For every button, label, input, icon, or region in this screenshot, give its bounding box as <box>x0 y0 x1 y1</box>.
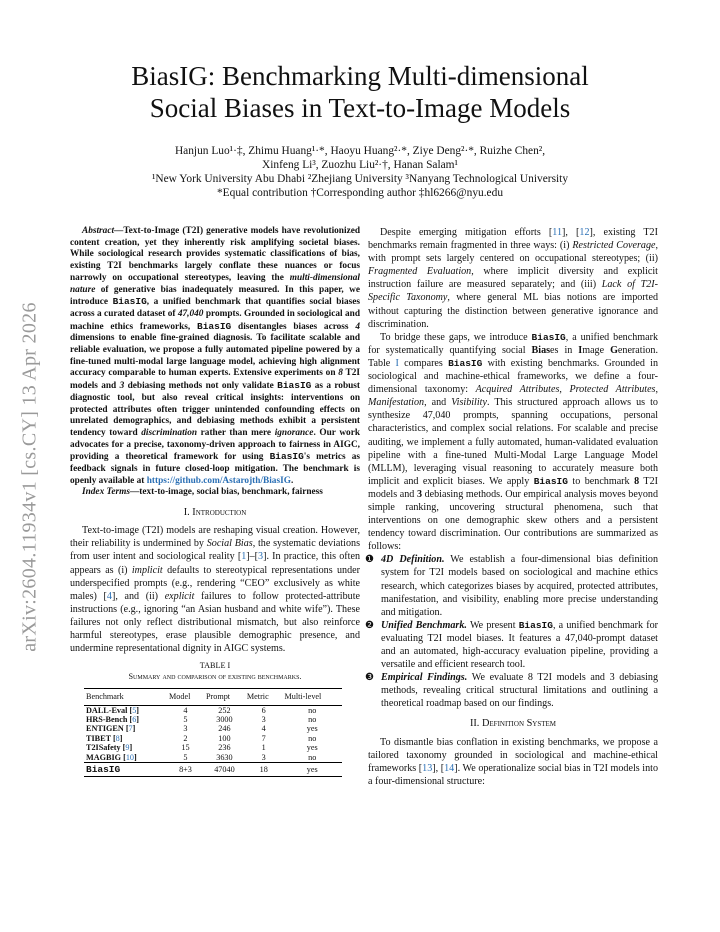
abstract-emphasis: ignorance <box>274 427 314 438</box>
table-row <box>84 753 342 763</box>
cell-prompt: 47040 <box>204 763 245 777</box>
body-text: , and <box>424 397 452 409</box>
left-column <box>70 226 360 777</box>
benchmark-comparison-table <box>84 688 342 777</box>
right-column <box>365 226 659 788</box>
citation-link[interactable]: 4 <box>106 590 112 602</box>
intro-text: defaults to stereotypical representations under underspecified prompts (e.g., rendering “CEO” exclusively as white males) [ <box>70 564 360 602</box>
citation-link[interactable]: 10 <box>125 752 134 762</box>
benchmark-name-cell: ENTIGEN [7] <box>86 724 136 734</box>
authors-line-2: Xinfeng Li³, Zuozhu Liu²·†, Hanan Salam¹ <box>262 159 458 171</box>
body-text: ]. We operationalize social bias in T2I models into a four-dimensional structure: <box>368 762 658 787</box>
benchmark-label: TIBET <box>86 733 111 743</box>
benchmark-label: T2ISafety <box>86 743 121 753</box>
cell-model: 8+3 <box>167 763 204 777</box>
citation-link[interactable]: 12 <box>579 227 590 238</box>
citation-link[interactable]: 6 <box>132 715 137 725</box>
body-emphasis: Protected Attributes <box>569 384 656 396</box>
cell-prompt: 246 <box>218 724 231 734</box>
abstract-text: T2I models and <box>70 368 360 392</box>
citation-link[interactable]: 8 <box>115 733 120 743</box>
body-emphasis: Manifestation <box>368 397 425 409</box>
cell-multi: yes <box>306 743 318 753</box>
contribution-item <box>365 671 658 710</box>
acronym-letter: G <box>610 344 618 356</box>
header-prompt: Prompt <box>204 689 245 705</box>
benchmark-label: MAGBIG <box>86 752 122 762</box>
abstract-emphasis: 4 <box>355 321 360 332</box>
arxiv-watermark-text: arXiv:2604.11934v1 [cs.CY] 13 Apr 2026 <box>18 302 41 652</box>
benchmark-label: DALL-Eval <box>86 705 128 715</box>
contribution-item <box>365 619 658 671</box>
abstract-text: debiasing methods not only validate <box>124 381 278 392</box>
acronym-letter: I <box>578 344 583 356</box>
table-row <box>84 705 342 715</box>
header-metric: Metric <box>245 689 283 705</box>
body-text: ], [ <box>562 227 580 238</box>
cell-metric: 4 <box>261 724 266 734</box>
benchmark-label: ENTIGEN <box>86 724 124 734</box>
abstract <box>70 226 360 487</box>
contribution-heading: 4D Definition. <box>381 554 445 566</box>
citation-link[interactable]: 1 <box>241 551 247 563</box>
citation-link[interactable]: 14 <box>444 762 455 774</box>
table-subcaption: Summary and comparison of existing benchmarks. <box>128 671 302 681</box>
benchmark-name-cell: T2ISafety [9] <box>86 743 133 753</box>
benchmark-name-cell: MAGBIG [10] <box>86 752 137 762</box>
count-bold: 3 <box>416 488 422 500</box>
title-line-1: BiasIG: Benchmarking Multi-dimensional <box>131 61 589 91</box>
benchmark-name: BiasIG <box>269 451 304 463</box>
cell-model: 2 <box>183 733 188 743</box>
acronym-letter: Bias <box>531 344 551 356</box>
author-block <box>60 144 660 200</box>
body-text: , where implicit diversity and explicit instruction failure are measured separately; and (iii) <box>368 266 658 291</box>
contribution-notes: *Equal contribution †Corresponding author ‡hl6266@nyu.edu <box>216 187 504 199</box>
bridge-paragraph <box>368 331 658 554</box>
cell-metric: 6 <box>261 705 266 715</box>
benchmark-name: BiasIG <box>277 380 312 392</box>
intro-paragraph <box>70 524 360 655</box>
paper-title <box>60 60 660 124</box>
benchmark-name: BiasIG <box>112 296 147 308</box>
body-text: debiasing methods. Our empirical analysis moves beyond simple ranking, uncovering structural phenomena, such that interventions on one demographic skew others and a persistent tendency toward discrimination. Our contributions are summarized as follows: <box>368 488 658 553</box>
abstract-text: . <box>290 475 294 486</box>
section-heading-definition-system: II. Definition System <box>469 718 557 730</box>
cell-model: 15 <box>181 743 190 753</box>
bullet-number-icon: ❷ <box>365 619 375 631</box>
intro-text: ]–[ <box>246 551 259 563</box>
body-text: To dismantle bias conflation in existing benchmarks, we propose a tailored taxonomy grounded in sociological and machine-ethical frameworks [ <box>368 736 658 774</box>
body-text: compares <box>398 357 449 369</box>
body-emphasis: Lack of T2I-Specific Taxonomy <box>368 279 658 304</box>
table-row <box>84 734 342 743</box>
cell-model: 5 <box>183 715 188 725</box>
bullet-number-icon: ❸ <box>365 672 375 684</box>
intro-text: , the systematic deviations from user intent and sociological reality [ <box>70 538 360 563</box>
cell-metric: 7 <box>261 733 266 743</box>
body-text: ], [ <box>432 762 445 774</box>
table-row <box>84 724 342 733</box>
abstract-text: rather than mere <box>197 427 275 438</box>
header-multi-level: Multi-level <box>282 689 342 705</box>
contribution-text: We present <box>466 619 519 631</box>
abstract-text: disentangles biases across <box>231 321 356 332</box>
affiliations: ¹New York University Abu Dhabi ²Zhejiang University ³Nanyang Technological University <box>151 173 569 185</box>
intro-emphasis: explicit <box>164 590 195 602</box>
cell-multi: yes <box>282 763 342 777</box>
cell-prompt: 3000 <box>216 715 233 725</box>
header-model: Model <box>167 689 204 705</box>
abstract-emphasis: 3 <box>119 381 125 392</box>
citation-link[interactable]: 5 <box>132 705 137 715</box>
abstract-emphasis: discrimination <box>141 427 198 438</box>
intro-emphasis: implicit <box>131 564 163 576</box>
header-benchmark: Benchmark <box>84 689 167 705</box>
benchmark-name: BiasIG <box>448 357 483 369</box>
benchmark-name: BiasIG <box>531 331 566 343</box>
abstract-text: —Text-to-Image (T2I) generative models have revolutionized content creation, yet they inherently risk amplifying societal biases. While sociological research provides systematic classifications of bias, existing T2I benchmarks largely conflate these nuances or focus narrowly on occupational stereotypes, leaving the <box>70 226 360 283</box>
cell-metric: 3 <box>261 752 266 762</box>
body-text: Despite emerging mitigation efforts [ <box>380 227 553 238</box>
abstract-emphasis: 8 <box>338 368 343 379</box>
count-bold: 8 <box>634 475 640 487</box>
github-link[interactable]: https://github.com/Astarojth/BiasIG <box>146 475 291 486</box>
abstract-text: . Our work advocates for a precise, taxonomy-driven approach to fairness in AIGC, providing a theoretical framework for using <box>70 427 361 463</box>
cell-model: 4 <box>183 705 188 715</box>
cell-model: 5 <box>183 752 188 762</box>
abstract-emphasis: multi-dimensional nature <box>70 272 360 295</box>
table-row <box>84 715 342 724</box>
benchmark-name: BiasIG <box>86 764 121 776</box>
contribution-heading: Empirical Findings. <box>381 672 468 684</box>
table-reference-link[interactable]: I <box>395 357 399 369</box>
definition-paragraph <box>368 736 658 788</box>
index-terms-text: —text-to-image, social bias, benchmark, fairness <box>129 487 323 498</box>
index-terms-label: Index Terms <box>82 487 130 498</box>
abstract-emphasis: 47,040 <box>177 308 204 319</box>
citation-link[interactable]: 13 <box>422 762 433 774</box>
table-row-biasig <box>84 763 342 777</box>
body-emphasis: Fragmented Evaluation <box>368 266 472 278</box>
body-emphasis: Restricted Coverage <box>572 240 656 252</box>
body-text: , where general ML bias notions are imported without capturing the distinction between generative ignorance and discrimination. <box>368 292 658 330</box>
body-text: eneration. Table <box>368 344 658 369</box>
abstract-label: Abstract <box>82 226 115 236</box>
contribution-text: We evaluate 8 T2I models and 3 debiasing methods, revealing critical structural limitations and outlining a theoretical roadmap based on our findings. <box>381 672 658 710</box>
arxiv-watermark <box>10 262 50 692</box>
intro-text: failures to follow protected-attribute instructions (e.g., ignoring “an Asian husband and white wife”). These failures not only reflect distributional mismatch, but also reinforce harmful stereotypes, erase plausible demographic presence, and undermine representational dignity in AIGC systems. <box>70 590 360 655</box>
body-text: ], existing T2I benchmarks remain fragmented in three ways: (i) <box>368 227 658 252</box>
cell-multi: no <box>308 705 317 715</box>
cell-prompt: 236 <box>218 743 231 753</box>
benchmark-name-cell: HRS-Bench [6] <box>86 715 140 725</box>
abstract-text: , a unified benchmark that quantifies social biases across a curated dataset of <box>70 297 361 319</box>
intro-text: Text-to-image (T2I) models are reshaping visual creation. However, their reliability is undermined by <box>70 525 360 550</box>
benchmark-name: BiasIG <box>197 320 232 332</box>
body-text: es in <box>550 344 579 356</box>
table-row <box>84 743 342 752</box>
contribution-heading: Unified Benchmark. <box>381 619 467 631</box>
citation-link[interactable]: 11 <box>552 227 563 238</box>
contribution-text: We establish a four-dimensional bias definition system for T2I models based on sociological and machine ethics research, which categorizes biases by acquired, protected attributes, manifestation, and visibility, enabling more precise understanding and mitigation. <box>381 554 658 618</box>
abstract-text: dimensions to enable fine-grained diagnosis. To facilitate scalable and reliable evaluation, we propose a fully automated pipeline powered by a fine-tuned multi-modal large language model, achieving high alignment accuracy comparable to human experts. Extensive experiments on <box>70 333 360 379</box>
body-emphasis: Visibility <box>451 397 487 409</box>
cell-metric: 18 <box>245 763 283 777</box>
body-text: with existing benchmarks. Grounded in sociological and machine-ethical frameworks, we define a four-dimensional taxonomy: <box>368 357 658 396</box>
gaps-paragraph <box>368 226 658 331</box>
benchmark-name: BiasIG <box>518 619 553 631</box>
cell-multi: no <box>308 715 317 725</box>
benchmark-name-cell: DALL-Eval [5] <box>86 705 140 715</box>
index-terms <box>70 487 360 499</box>
intro-text: ]. In practice, this often appears as (i) <box>70 551 361 576</box>
contribution-text: , a unified benchmark for evaluating T2I model biases. It features a 47,040-prompt dataset and an automated, high-accuracy evaluation pipeline, providing a versatile and efficient research tool. <box>381 619 658 671</box>
intro-text: ], and (ii) <box>111 590 165 602</box>
abstract-text: prompts. Grounded in sociological and machine ethics frameworks, <box>70 308 361 332</box>
abstract-text: of generative bias inadequately measured. In this paper, we introduce <box>70 284 360 308</box>
benchmark-name: BiasIG <box>533 475 568 487</box>
cell-multi: yes <box>306 724 318 734</box>
intro-emphasis: Social Bias <box>206 538 253 550</box>
body-text: . This structured approach allows us to synthesize 47,040 prompts, spanning occupations, personal characteristics, and complex social relations. For scalable and precise auditing, we implement a fully automated, human-validated evaluation pipeline with a fine-tuned Multi-Modal Large Language Model (MLLM), leveraging visual reasoning to accurately measure both implicit and explicit biases. We apply <box>368 397 658 487</box>
abstract-text: 's metrics as feedback signals in future closed-loop mitigation. The benchmark is openly available at <box>70 452 360 486</box>
body-text: T2I models and <box>368 475 658 500</box>
cell-prompt: 3630 <box>216 752 233 762</box>
benchmark-name-cell: TIBET [8] <box>86 733 123 743</box>
citation-link[interactable]: 7 <box>128 724 133 734</box>
body-text: , with prompt sets largely centered on occupational stereotypes; (ii) <box>368 240 659 265</box>
cell-prompt: 252 <box>218 705 231 715</box>
body-text: , <box>559 384 570 396</box>
body-emphasis: Acquired Attributes <box>475 384 560 396</box>
body-text: mage <box>582 344 611 356</box>
body-text: to benchmark <box>567 475 635 487</box>
cell-metric: 1 <box>261 743 266 753</box>
citation-link[interactable]: 9 <box>125 743 130 753</box>
benchmark-name-cell <box>84 763 167 777</box>
cell-prompt: 100 <box>218 733 231 743</box>
contribution-item <box>365 553 658 618</box>
body-text: To bridge these gaps, we introduce <box>380 331 532 343</box>
section-heading-introduction: I. Introduction <box>183 507 247 519</box>
cell-model: 3 <box>183 724 188 734</box>
cell-multi: no <box>308 752 317 762</box>
body-text: , <box>655 384 659 396</box>
body-text: , a unified benchmark for systematically quantifying social <box>368 331 658 356</box>
title-line-2: Social Biases in Text-to-Image Models <box>149 93 571 123</box>
abstract-text: as a robust diagnostic tool, but also reveal critical insights: interventions on protected attributes often trigger unintended confounding effects on unrelated demographics, and debiasing methods exhibit a persistent tendency toward <box>70 381 360 438</box>
cell-multi: no <box>308 733 317 743</box>
citation-link[interactable]: 3 <box>258 551 264 563</box>
benchmark-label: HRS-Bench <box>86 715 128 725</box>
authors-line-1: Hanjun Luo¹·‡, Zhimu Huang¹·*, Haoyu Huang²·*, Ziye Deng²·*, Ruizhe Chen², <box>174 145 546 157</box>
cell-metric: 3 <box>261 715 266 725</box>
table-header-row <box>84 689 342 705</box>
bullet-number-icon: ❶ <box>365 554 375 566</box>
table-caption: TABLE I <box>199 661 231 671</box>
